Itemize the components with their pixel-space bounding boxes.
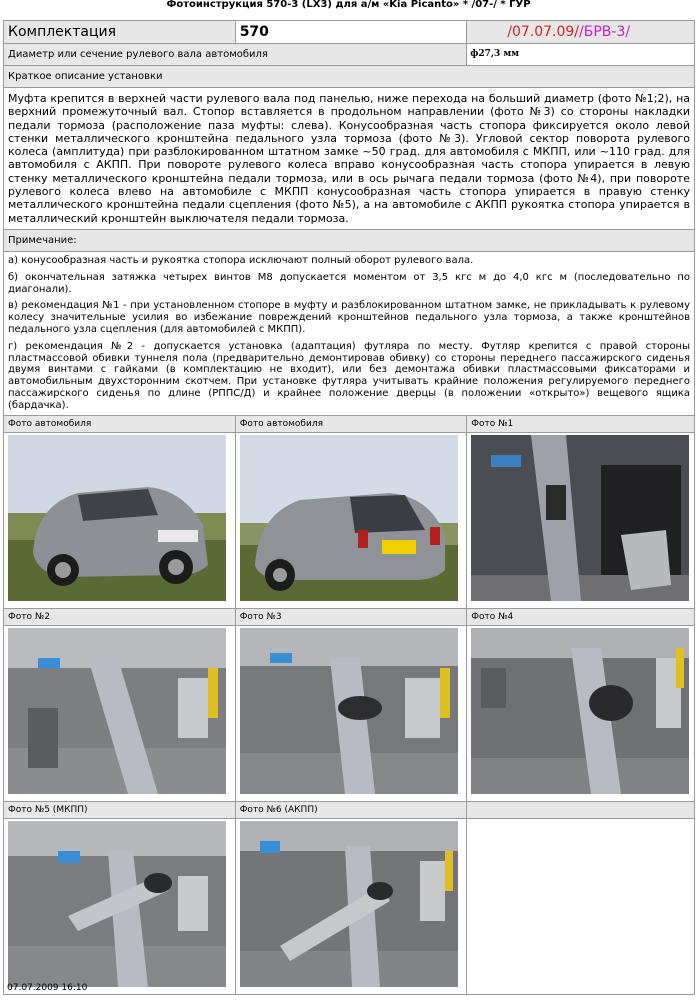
note-b: б) окончательная затяжка четырех винтов М8 допускается моментом от 3,5 кгс м до 4,0 кгс м (последовательно по диагонали). [8,271,690,295]
install-label-row [4,66,695,88]
photo-cell-car-rear [235,432,467,608]
photo-label-car-front: Фото автомобиля [4,415,236,432]
photo-cell-empty [467,818,695,994]
photo-label-4: Фото №4 [467,608,695,625]
notes-row [4,252,695,416]
notes-label: Примечание: [4,230,695,252]
install-label: Краткое описание установки [4,66,695,88]
photo-row-1 [4,432,695,608]
photo-label-empty [467,801,695,818]
footer-timestamp: 07.07.2009 16:10 [7,983,88,993]
install-description: Муфта крепится в верхней части рулевого вала под панелью, ниже перехода на больший диаметр (фото №1;2), на верхний промежуточный вал. Стопор вставляется в продольном направлении (фото №3) со стороны накладки педали тормоза (расположение паза муфты: слева). Конусообразная часть стопора фиксируется около левой стенки металлического кронштейна педального узла тормоза (фото №3). Угловой сектор поворота рулевого колеса (амплитуда) при разблокированном штатном замке ~50 град. для автомобиля с МКПП, или ~110 град. для автомобиля с АКПП. При повороте рулевого колеса вправо конусообразная часть стопора упирается в левую стенку металлического кронштейна педали тормоза, или в ось рычага педали тормоза (фото №4), при повороте рулевого колеса влево на автомобиле с МКПП конусообразная часть стопора упирается в правую стенку металлического кронштейна педали сцепления (фото №5), а на автомобиле с АКПП рукоятка стопора упирается в металлический кронштейн выключателя педали тормоза. [4,88,695,230]
photo-4 [471,628,689,794]
photo-cell-6 [235,818,467,994]
kit-value: 570 [235,21,467,44]
car-rear-photo [240,435,458,601]
photo-1 [471,435,689,601]
photo-row-3 [4,818,695,994]
photo-cell-5 [4,818,236,994]
photo-row-2 [4,625,695,801]
photo-label-row-3 [4,801,695,818]
photo-label-3: Фото №3 [235,608,467,625]
shaft-row [4,44,695,66]
photo-label-row-2 [4,608,695,625]
photo-label-5: Фото №5 (МКПП) [4,801,236,818]
photo-label-6: Фото №6 (АКПП) [235,801,467,818]
photo-cell-3 [235,625,467,801]
notes-body [4,252,695,416]
kit-code: /БРВ-3/ [579,24,631,40]
note-a: а) конусообразная часть и рукоятка стопора исключают полный оборот рулевого вала. [8,255,474,266]
note-v: в) рекомендация №1 - при установленном стопоре в муфту и разблокированном штатном замке, не прикладывать к рулевому колесу значительные усилия во избежание повреждений кронштейнов педального узла тормоза, а также кронштейнов педального узла сцепления (для автомобилей с МКПП). [8,300,690,335]
instruction-table [3,20,695,995]
photo-3 [240,628,458,794]
page-title: Фотоинструкция 570-3 (LX3) для а/м «Kia Picanto» * /07-/ * ГУР [166,0,531,10]
photo-6 [240,821,458,987]
kit-date-cell [467,21,695,44]
kit-row [4,21,695,44]
car-front-photo [8,435,226,601]
photo-cell-2 [4,625,236,801]
note-g: г) рекомендация №2 - допускается установка (адаптация) футляра по месту. Футляр крепится с правой стороны пластмассовой обивки туннеля пола (предварительно демонтировав обивку) со стороны переднего пассажирского сиденья двумя винтами с гайками (в комплектацию не входит), или без демонтажа обивки пластмассовыми фиксаторами и автомобильным двухсторонним скотчем. При установке футляра учитывать крайние положения регулируемого переднего пассажирского сиденья по длине (РППС/Д) и крайнее положение дверцы (в положении «открыто») вещевого ящика (бардачка). [8,340,690,411]
photo-cell-4 [467,625,695,801]
kit-label: Комплектация [4,21,236,44]
install-text-row [4,88,695,230]
notes-label-row [4,230,695,252]
photo-label-row-1 [4,415,695,432]
photo-label-car-rear: Фото автомобиля [235,415,467,432]
kit-date: /07.07.09/ [507,24,580,40]
photo-label-2: Фото №2 [4,608,236,625]
photo-2 [8,628,226,794]
photo-cell-car-front [4,432,236,608]
photo-cell-1 [467,432,695,608]
photo-label-1: Фото №1 [467,415,695,432]
shaft-value: ф27,3 мм [467,44,695,66]
photo-5 [8,821,226,987]
shaft-label: Диаметр или сечение рулевого вала автомобиля [4,44,467,66]
